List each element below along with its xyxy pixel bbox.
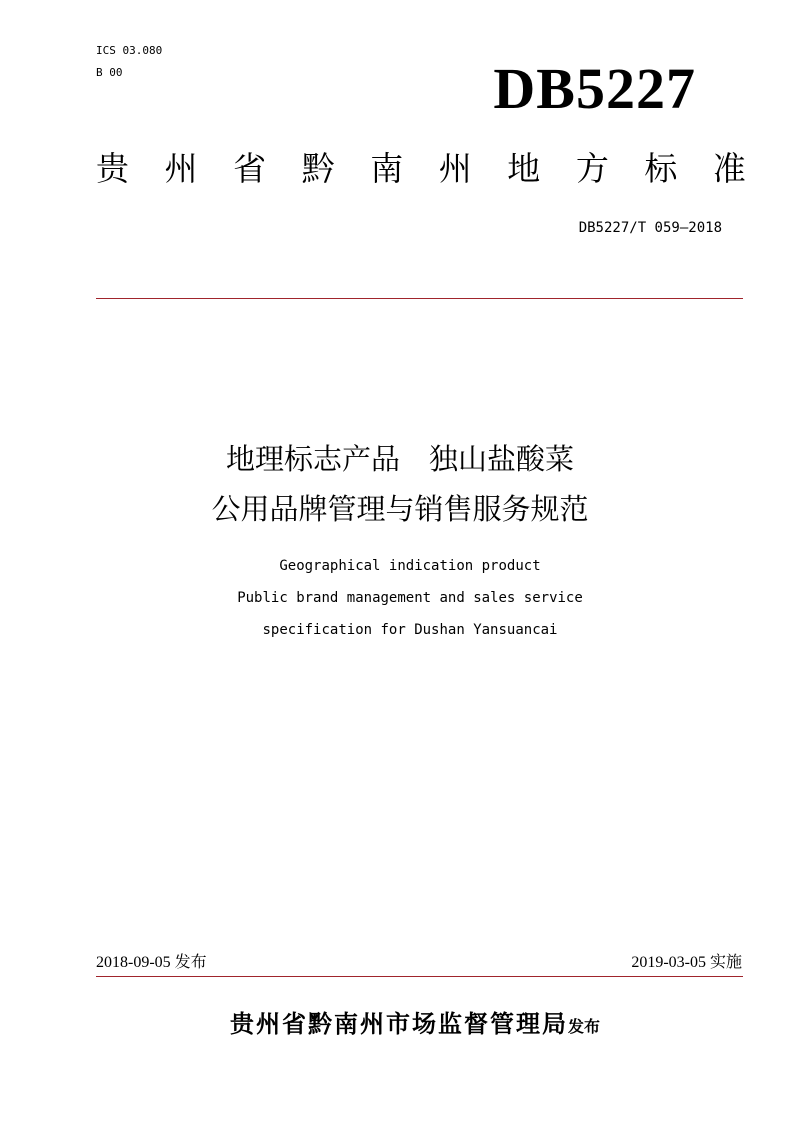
- standard-type-char: 准: [712, 149, 746, 188]
- implementation-date: 2019-03-05 实施: [631, 954, 742, 971]
- header-divider: [96, 298, 743, 299]
- standard-type-heading: [96, 145, 746, 193]
- standard-type-char: 地: [507, 149, 541, 188]
- standard-type-char: 州: [438, 149, 472, 188]
- standard-type-char: 南: [370, 149, 404, 188]
- standard-type-char: 贵: [96, 149, 129, 188]
- standard-type-char: 州: [164, 149, 198, 188]
- issuer-suffix: 发布: [567, 1017, 600, 1036]
- title-chinese-line-2: 公用品牌管理与销售服务规范: [211, 492, 589, 526]
- title-english-line-1: Geographical indication product: [279, 558, 541, 574]
- standard-type-char: 黔: [301, 149, 335, 188]
- standard-code: DB5227: [493, 56, 696, 121]
- standard-type-char: 方: [575, 149, 609, 188]
- issuing-authority: [0, 1006, 800, 1045]
- footer-divider: [96, 976, 743, 977]
- issuer-name: 贵州省黔南州市场监督管理局: [229, 1009, 568, 1038]
- title-english-line-2: Public brand management and sales service: [237, 590, 583, 606]
- standard-type-char: 标: [644, 149, 678, 188]
- ccs-code: B 00: [96, 66, 123, 79]
- ics-code: ICS 03.080: [96, 44, 163, 57]
- title-english-line-3: specification for Dushan Yansuancai: [262, 622, 558, 638]
- standard-number: DB5227/T 059—2018: [578, 220, 722, 236]
- issue-date: 2018-09-05 发布: [96, 954, 207, 971]
- standard-type-char: 省: [233, 149, 267, 188]
- title-chinese-line-1: 地理标志产品 独山盐酸菜: [225, 442, 574, 476]
